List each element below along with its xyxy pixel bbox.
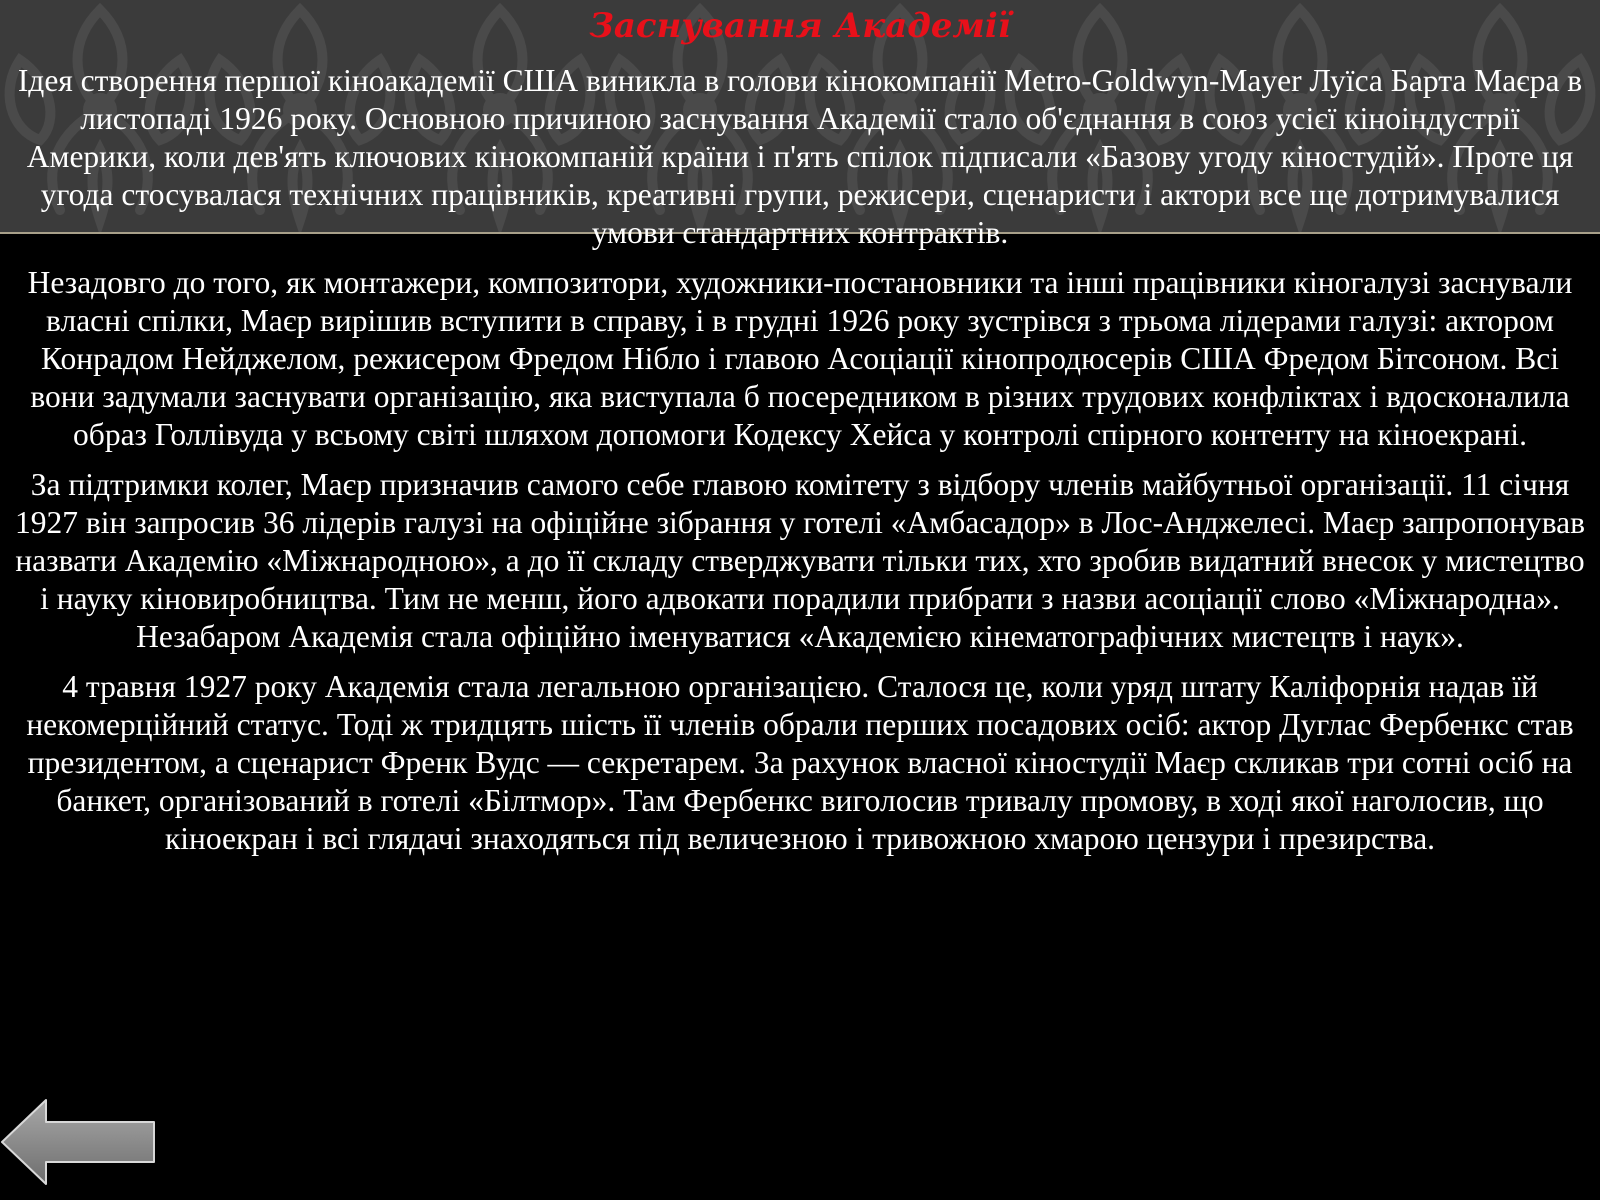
- paragraph-2: Незадовго до того, як монтажери, композитори, художники-постановники та інші працівники кіногалузі заснували власні спілки, Маєр вирішив вступити в справу, і в грудні 1926 року зустрівся з трьома лідерами галузі: актором Конрадом Нейджелом, режисером Фредом Нібло і главою Асоціації кінопродюсерів США Фредом Бітсоном. Всі вони задумали заснувати організацію, яка виступала б посередником в різних трудових конфліктах і вдосконалила образ Голлівуда у всьому світі шляхом допомоги Кодексу Хейса у контролі спірного контенту на кіноекрані.: [27, 265, 1573, 452]
- slide-title: Заснування Академії: [589, 6, 1011, 46]
- left-arrow-icon: [0, 1098, 160, 1186]
- paragraph-4: 4 травня 1927 року Академія стала легальною організацією. Сталося це, коли уряд штату Каліфорнія надав їй некомерційний статус. Тоді ж тридцять шість її членів обрали перших посадових осіб: актор Дуглас Фербенкс став президентом, а сценарист Френк Вудс — секретарем. За рахунок власної кіностудії Маєр скликав три сотні осіб на банкет, організований в готелі «Білтмор». Там Фербенкс виголосив тривалу промову, в ході якої наголосив, що кіноекран і всі глядачі знаходяться під величезною і тривожною хмарою цензури і презирства.: [26, 669, 1574, 856]
- paragraph-3: За підтримки колег, Маєр призначив самого себе главою комітету з відбору членів майбутньої організації. 11 січня 1927 він запросив 36 лідерів галузі на офіційне зібрання у готелі «Амбасадор» в Лос-Анджелесі. Маєр запропонував назвати Академію «Міжнародною», а до її складу стверджувати тільки тих, хто зробив видатний внесок у мистецтво і науку кіновиробництва. Тим не менш, його адвокати порадили прибрати з назви асоціації слово «Міжнародна». Незабаром Академія стала офіційно іменуватися «Академією кінематографічних мистецтв і наук».: [14, 467, 1586, 654]
- paragraph-1: Ідея створення першої кіноакадемії США виникла в голови кінокомпанії Metro-Goldwyn-Mayer Луїса Барта Маєра в листопаді 1926 року. Основною причиною заснування Академії стало об'єднання в союз усієї кіноіндустрії Америки, коли дев'ять ключових кінокомпаній країни і п'ять спілок підписали «Базову угоду кіностудій». Проте ця угода стосувалася технічних працівників, креативні групи, режисери, сценаристи і актори все ще дотримувалися умови стандартних контрактів.: [17, 63, 1583, 250]
- back-button[interactable]: [0, 1098, 160, 1186]
- slide-body: [14, 62, 1586, 870]
